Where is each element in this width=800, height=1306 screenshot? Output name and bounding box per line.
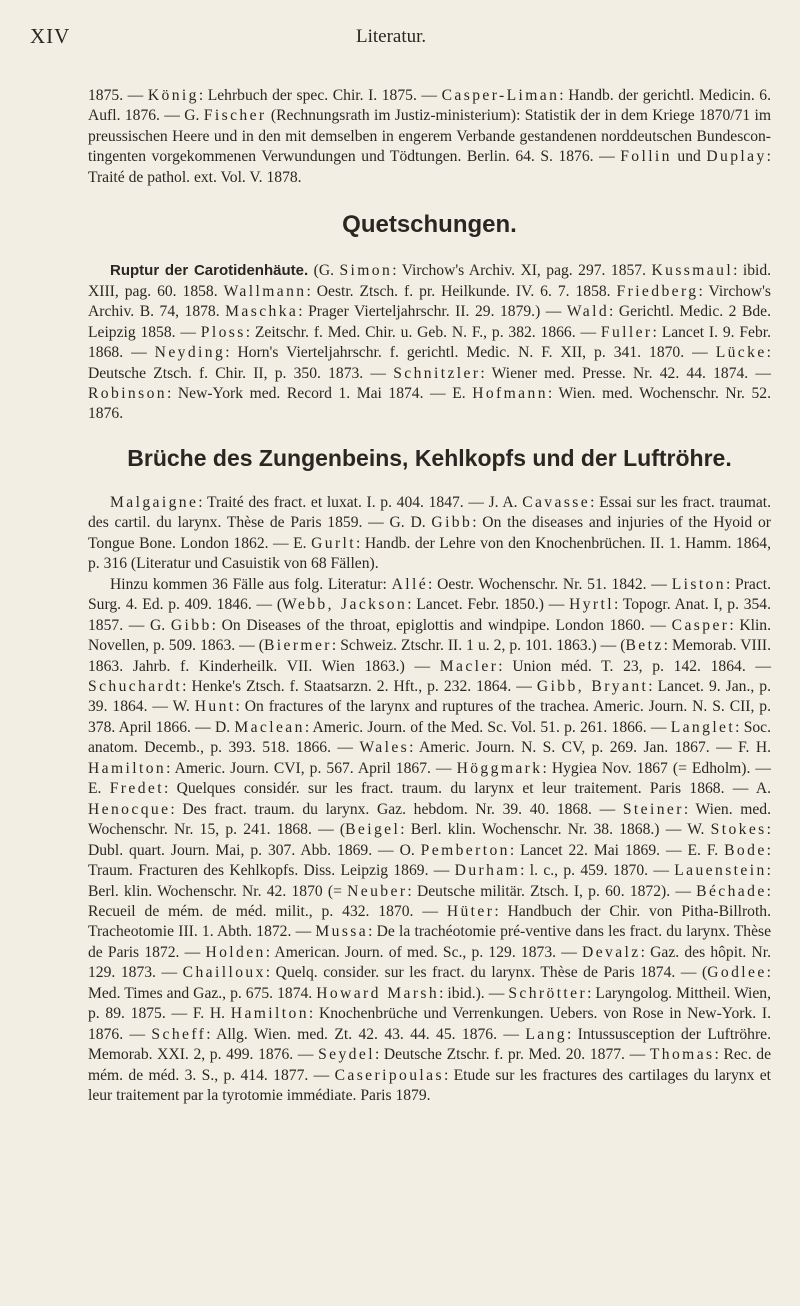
- author-name: Howard Marsh: [316, 984, 440, 1002]
- author-name: Béchade: [696, 882, 767, 900]
- running-title: Literatur.: [356, 26, 427, 47]
- author-name: Duplay: [706, 148, 767, 166]
- text-run: : Americ. Journ. CVI, p. 567. April 1867. —: [166, 759, 457, 777]
- text-run: : Etude sur les fractures des cartilages du larynx et leur traitement par la tyrotomie immédiate. Paris 1879.: [88, 1066, 771, 1105]
- author-name: Webb, Jackson: [282, 596, 408, 614]
- text-run: : Zeitschr. f. Med. Chir. u. Geb. N. F., p. 382. 1866. —: [245, 323, 601, 341]
- text-run: : Lancet. 9. Jan., p. 39. 1864. — W.: [88, 677, 771, 716]
- text-run: Hinzu kommen 36 Fälle aus folg. Literatur:: [110, 575, 392, 593]
- text-run: und: [671, 148, 707, 166]
- author-name: Höggmark: [456, 759, 543, 777]
- author-name: Casper-Liman: [441, 87, 560, 104]
- author-name: Casper: [671, 616, 730, 634]
- text-run: : Wiener med. Presse. Nr. 42. 44. 1874. —: [480, 364, 771, 382]
- author-name: Hyrtl: [569, 596, 614, 614]
- page-content: [88, 86, 771, 1106]
- text-run: : Union méd. T. 23, p. 142. 1864. —: [498, 657, 771, 675]
- text-run: : Topogr. Anat. I, p. 354. 1857. — G.: [88, 596, 772, 634]
- text-run: : Deutsche Ztschr. f. pr. Med. 20. 1877. —: [374, 1046, 650, 1064]
- author-name: Fischer: [203, 107, 267, 125]
- section-heading-quetschungen: Quetschungen.: [342, 211, 517, 239]
- author-name: Hamilton: [88, 759, 167, 777]
- text-run: : On fractures of the larynx and ruptures of the trachea. Americ. Journ. N. S. CII, p. 378. April 1866. — D.: [88, 698, 771, 736]
- text-run: : Wien. med. Wochenschr. Nr. 52. 1876.: [88, 384, 771, 423]
- text-run: : Handbuch der Chir. von Pitha-Billroth. Tracheotomie III. 1. Abth. 1872. —: [88, 902, 771, 941]
- author-name: Lauenstein: [674, 862, 767, 880]
- author-name: Wales: [359, 739, 410, 757]
- text-run: : l. c., p. 459. 1870. —: [520, 862, 675, 880]
- text-run: (Rechnungsrath im Justiz-ministerium): Statistik der in dem Kriege 1870/71 im preussischen Heere und in den mit demselben in engerem Verbande gestandenen norddeutschen Bundescon-tingenten vorgekommenen Verwundungen und Tödtungen. Berlin. 64. S. 1876. —: [88, 107, 771, 166]
- text-run: : Quelq. consider. sur les fract. du larynx. Thèse de Paris 1874. — (: [265, 964, 708, 982]
- author-name: Friedberg: [616, 282, 699, 300]
- author-name: Hüter: [446, 902, 495, 920]
- text-run: : Handb. der gerichtl. Medicin. 6. Aufl. 1876. — G.: [88, 87, 771, 125]
- author-name: Hofmann: [472, 384, 548, 402]
- author-name: Holden: [205, 943, 266, 961]
- text-run: : Traité des fract. et luxat. I. p. 404. 1847. — J. A.: [198, 493, 523, 511]
- author-name: Follin: [620, 148, 672, 166]
- author-name: Fredet: [109, 780, 164, 798]
- running-head: [0, 14, 800, 48]
- text-run: : Prager Vierteljahrschr. II. 29. 1879.) —: [298, 303, 567, 321]
- author-name: Lang: [525, 1025, 567, 1043]
- section-heading-brueche: Brüche des Zungenbeins, Kehlkopfs und der Luftröhre.: [127, 444, 732, 471]
- text-run: : ibid. XIII, pag. 60. 1858.: [88, 262, 772, 300]
- text-run: : Traum. Fracturen des Kehlkopfs. Diss. Leipzig 1869. —: [88, 841, 771, 880]
- section-paragraph: [88, 493, 771, 575]
- text-run: : Lancet 22. Mai 1869. — E. F.: [509, 841, 725, 859]
- author-name: Chailloux: [182, 964, 266, 982]
- author-name: Fuller: [600, 323, 653, 341]
- text-run: : Lehrbuch der spec. Chir. I. 1875. —: [198, 87, 442, 104]
- author-name: Godlee: [707, 964, 767, 982]
- text-run: : Dubl. quart. Journ. Mai, p. 307. Abb. 1869. — O.: [88, 821, 771, 859]
- author-name: Gibb, Bryant: [536, 677, 649, 695]
- text-run: : Schweiz. Ztschr. II. 1 u. 2, p. 101. 1863.) — (: [331, 637, 626, 655]
- text-run: : Berl. klin. Wochenschr. Nr. 38. 1868.) — W.: [400, 821, 711, 839]
- author-name: Gibb: [170, 616, 212, 634]
- text-run: : Oestr. Ztsch. f. pr. Heilkunde. IV. 6. 7. 1858.: [306, 282, 617, 300]
- author-name: Ploss: [200, 323, 246, 341]
- text-run: : Allg. Wien. med. Zt. 42. 43. 44. 45. 1876. —: [206, 1025, 526, 1043]
- text-run: : Pract. Surg. 4. Ed. p. 409. 1846. — (: [88, 575, 771, 614]
- author-name: Cavasse: [522, 493, 591, 511]
- author-name: Wald: [566, 303, 610, 321]
- author-name: Maclean: [234, 718, 305, 736]
- author-name: Langlet: [670, 718, 736, 736]
- author-name: Hamilton: [230, 1005, 309, 1023]
- author-name: Allé: [391, 575, 429, 593]
- author-name: Liston: [671, 575, 726, 593]
- text-run: : Handb. der Lehre von den Knochenbrüchen. II. 1. Hamm. 1864, p. 316 (Literatur und Casuistik von 68 Fällen).: [88, 534, 771, 573]
- author-name: Robinson: [88, 384, 167, 402]
- author-name: Schuchardt: [88, 677, 183, 695]
- author-name: Mussa: [315, 923, 369, 941]
- author-name: Biermer: [263, 637, 332, 655]
- text-run: : Memorab. VIII. 1863. Jahrb. f. Kinderheilk. VII. Wien 1863.) —: [88, 637, 771, 675]
- text-run: : Henke's Ztsch. f. Staatsarzn. 2. Hft., p. 232. 1864. —: [182, 677, 537, 695]
- author-name: Betz: [625, 637, 664, 655]
- text-run: : Wien. med. Wochenschr. Nr. 15, p. 241. 1868. — (: [88, 800, 771, 839]
- text-run: : On the diseases and injuries of the Hyoid or Tongue Bone. London 1862. — E.: [88, 514, 771, 552]
- text-run: : Lancet I. 9. Febr. 1868. —: [88, 323, 771, 362]
- subsection-lead: Ruptur der Carotidenhäute.: [110, 262, 309, 280]
- text-run: : Deutsche Ztsch. f. Chir. II, p. 350. 1873. —: [88, 344, 771, 382]
- text-run: : Intussusception der Luftröhre. Memorab. XXI. 2, p. 499. 1876. —: [88, 1025, 771, 1064]
- author-name: Lücke: [715, 344, 767, 362]
- author-name: Gurlt: [311, 534, 357, 552]
- author-name: Bode: [724, 841, 767, 859]
- author-name: Stokes: [710, 821, 767, 839]
- text-run: : New-York med. Record 1. Mai 1874. — E.: [167, 384, 473, 402]
- intro-paragraph: [88, 86, 771, 188]
- author-name: Pemberton: [420, 841, 510, 859]
- text-run: : Quelques considér. sur les fract. traum. du larynx et leur traitement. Paris 1868. — A.: [163, 780, 771, 798]
- text-run: : Des fract. traum. du larynx. Gaz. hebdom. Nr. 39. 40. 1868. —: [170, 800, 623, 818]
- text-run: : Recueil de mém. de méd. milit., p. 432. 1870. —: [88, 882, 771, 920]
- text-run: : Laryngolog. Mittheil. Wien, p. 89. 1875. — F. H.: [88, 984, 772, 1023]
- page-number: XIV: [30, 24, 71, 48]
- author-name: Neyding: [154, 344, 226, 362]
- text-run: 1875. —: [88, 87, 148, 104]
- text-run: : Soc. anatom. Decemb., p. 393. 518. 1866. —: [88, 718, 771, 757]
- author-name: Seydel: [318, 1046, 375, 1064]
- text-run: : Hygiea Nov. 1867 (= Edholm). — E.: [88, 759, 771, 798]
- author-name: Henocque: [88, 800, 171, 818]
- text-run: : Berl. klin. Wochenschr. Nr. 42. 1870 (=: [88, 862, 771, 900]
- text-run: : Virchow's Archiv. XI, pag. 297. 1857.: [392, 262, 652, 280]
- text-run: : Gerichtl. Medic. 2 Bde. Leipzig 1858. —: [88, 303, 771, 341]
- author-name: Scheff: [151, 1025, 207, 1043]
- author-name: Thomas: [649, 1046, 715, 1064]
- text-run: : Americ. Journ. N. S. CV, p. 269. Jan. 1867. — F. H.: [409, 739, 771, 757]
- text-run: : On Diseases of the throat, epiglottis and windpipe. London 1860. —: [211, 616, 672, 634]
- text-run: : Deutsche militär. Ztsch. I, p. 60. 1872). —: [407, 882, 697, 900]
- text-run: : Essai sur les fract. traumat. des cartil. du larynx. Thèse de Paris 1859. — G. D.: [88, 493, 771, 532]
- author-name: Malgaigne: [110, 493, 199, 511]
- text-run: : Knochenbrüche und Verrenkungen. Uebers. von Rose in New-York. I. 1876. —: [88, 1005, 771, 1043]
- author-name: König: [147, 87, 199, 104]
- author-name: Macler: [439, 657, 499, 675]
- author-name: Devalz: [582, 943, 641, 961]
- author-name: Neuber: [347, 882, 408, 900]
- text-run: : Klin. Novellen, p. 509. 1863. — (: [88, 616, 771, 655]
- author-name: Caseripoulas: [334, 1066, 444, 1084]
- author-name: Maschka: [225, 303, 299, 321]
- author-name: Kussmaul: [651, 262, 734, 280]
- text-run: : American. Journ. of med. Sc., p. 129. 1873. —: [265, 943, 583, 961]
- text-run: (G.: [308, 262, 340, 280]
- author-name: Schnitzler: [393, 364, 481, 382]
- text-run: : Traité de pathol. ext. Vol. V. 1878.: [88, 148, 771, 186]
- author-name: Wallmann: [223, 282, 307, 300]
- author-name: Schrötter: [508, 984, 588, 1002]
- author-name: Durham: [454, 862, 521, 880]
- text-run: : Horn's Vierteljahrschr. f. gerichtl. Medic. N. F. XII, p. 341. 1870. —: [225, 344, 716, 362]
- text-run: : Med. Times and Gaz., p. 675. 1874.: [88, 964, 771, 1002]
- author-name: Beigel: [345, 821, 401, 839]
- author-name: Steiner: [622, 800, 684, 818]
- text-run: : Rec. de mém. de méd. 3. S., p. 414. 1877. —: [88, 1046, 771, 1084]
- section-paragraph: [88, 261, 771, 425]
- author-name: Gibb: [431, 514, 473, 532]
- text-run: : Virchow's Archiv. B. 74, 1878.: [88, 282, 771, 321]
- text-run: : Lancet. Febr. 1850.) —: [407, 596, 570, 614]
- author-name: Hunt: [194, 698, 236, 716]
- author-name: Simon: [339, 262, 393, 280]
- text-run: : Oestr. Wochenschr. Nr. 51. 1842. —: [428, 575, 672, 593]
- text-run: : ibid.). —: [439, 984, 509, 1002]
- text-run: : Gaz. des hôpit. Nr. 129. 1873. —: [88, 943, 771, 982]
- text-run: : De la trachéotomie pré-ventive dans les fract. du larynx. Thèse de Paris 1872. —: [88, 923, 772, 961]
- text-run: : Americ. Journ. of the Med. Sc. Vol. 51. p. 261. 1866. —: [304, 718, 671, 736]
- section-paragraph: [88, 575, 771, 1107]
